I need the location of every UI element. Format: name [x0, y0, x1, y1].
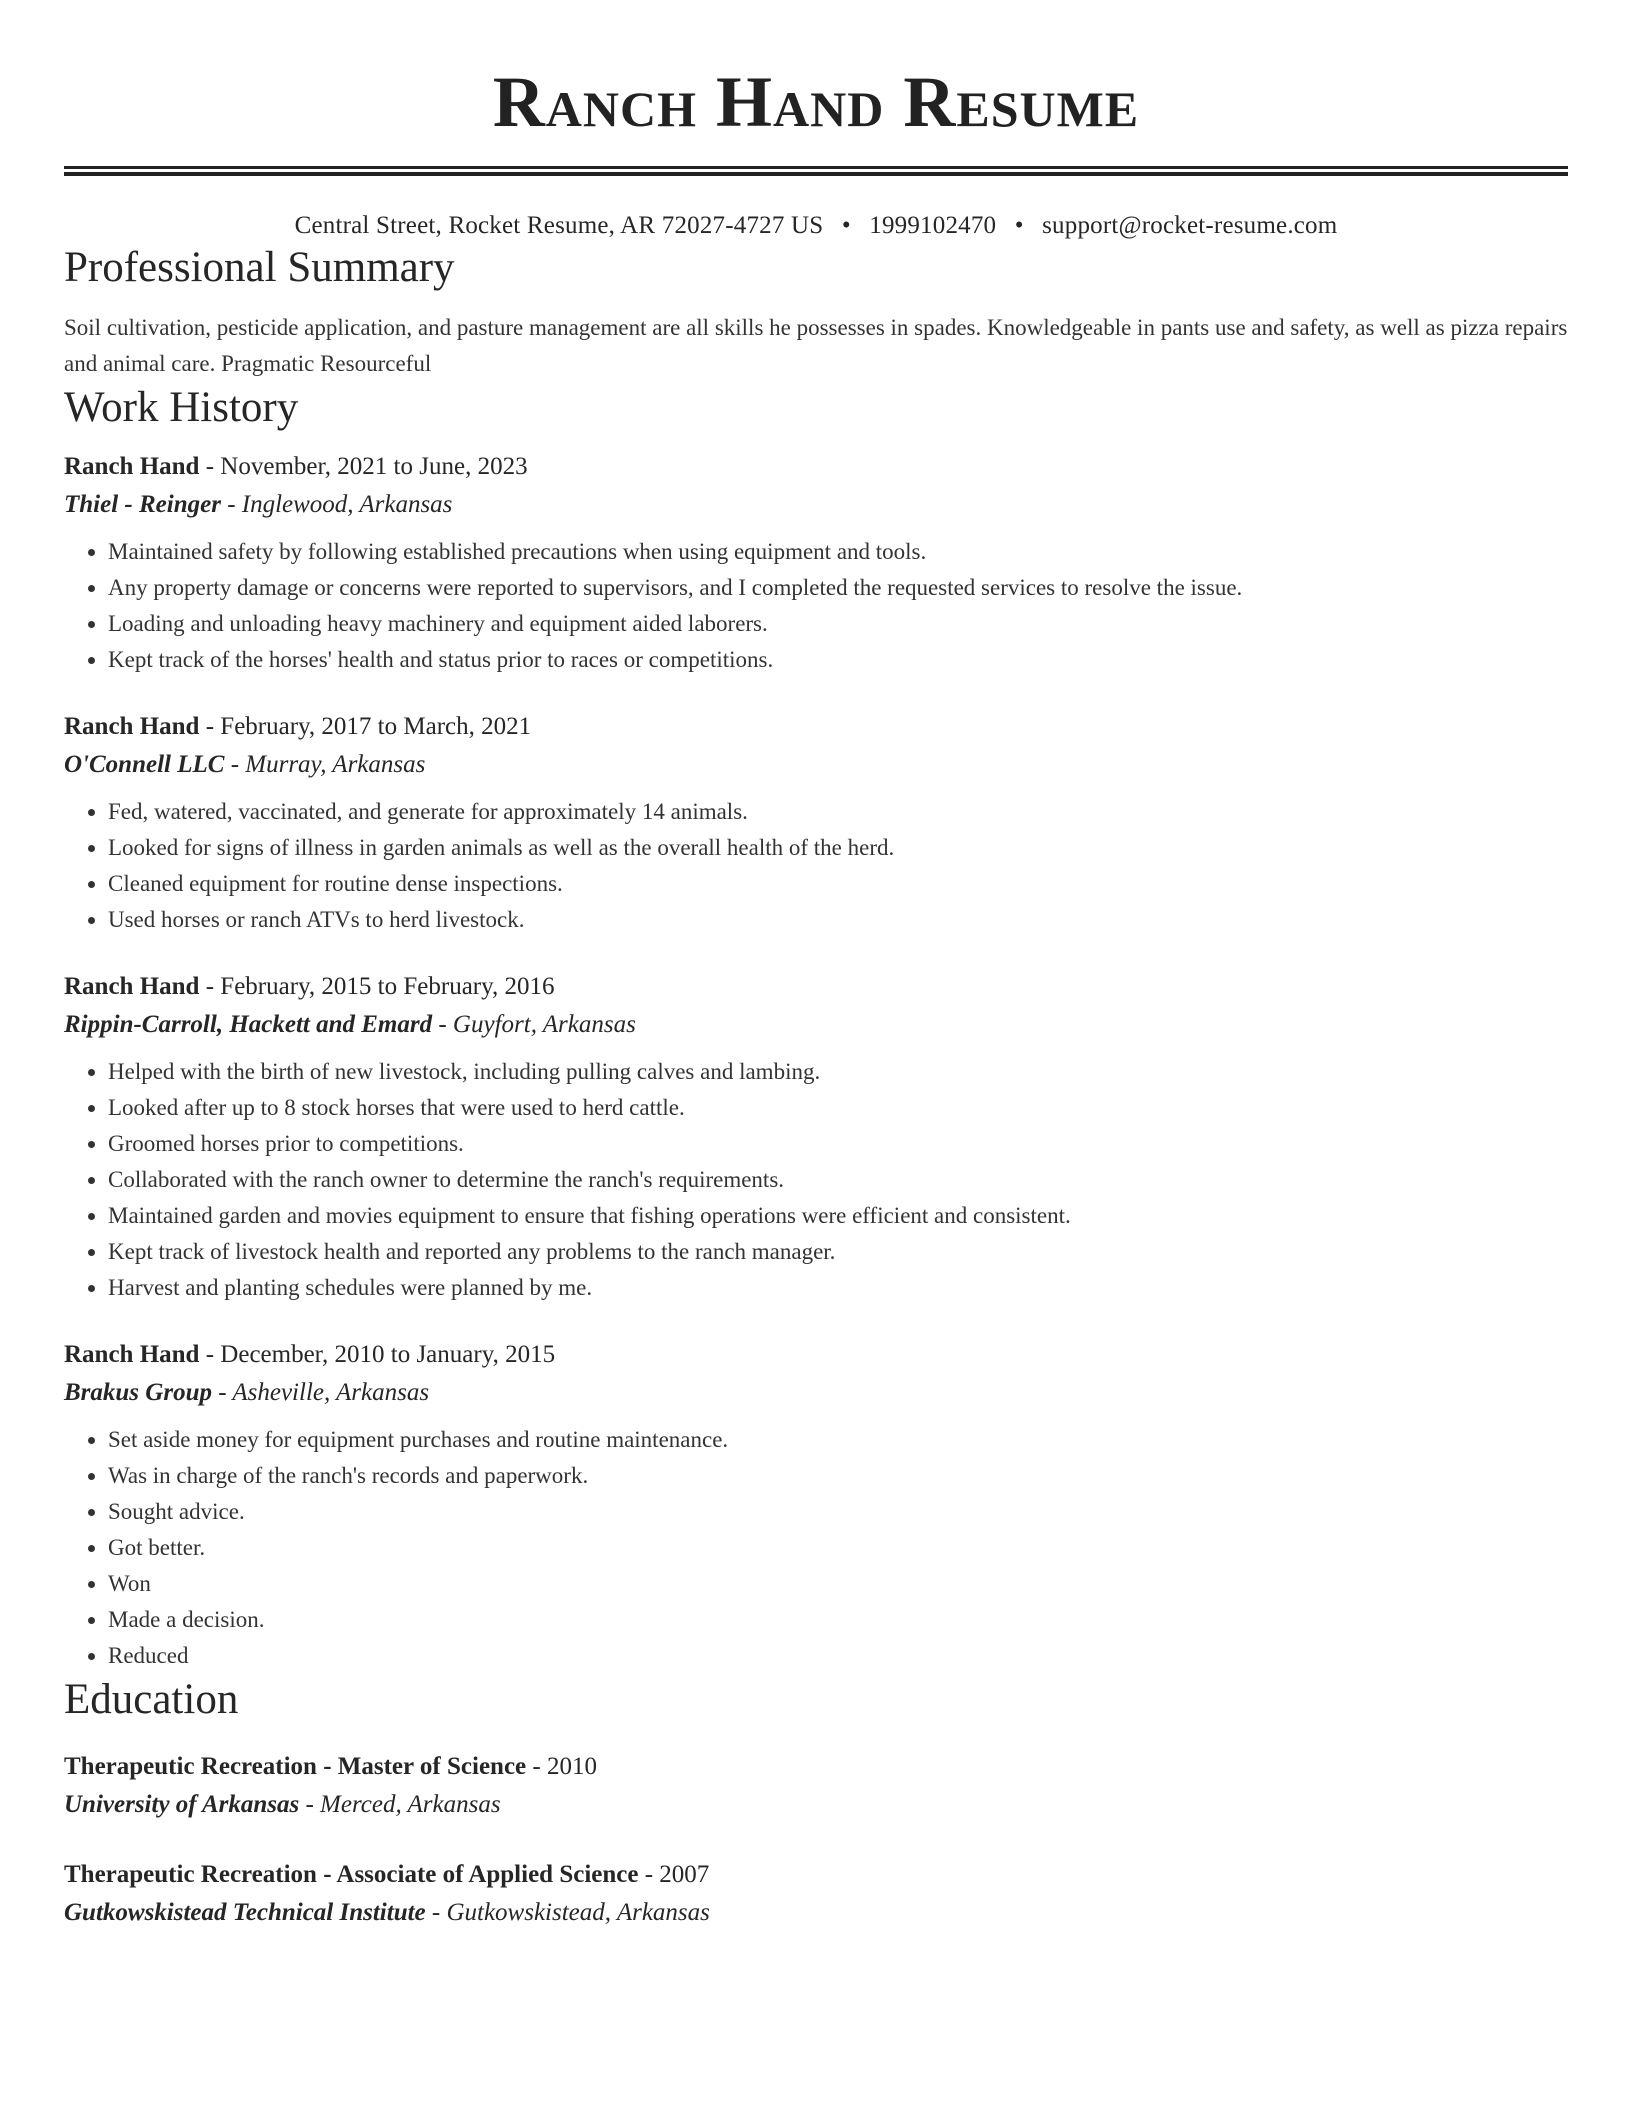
- summary-text: Soil cultivation, pesticide application, and pasture management are all skills he possesses in spades. Knowledgeable in pants use and safety, as well as pizza repairs and animal care. Pragmatic Resourceful: [64, 315, 1568, 376]
- job-duties-list: [64, 794, 1568, 938]
- work-history-heading: Work History: [64, 384, 299, 431]
- job-company-line: [64, 1006, 1568, 1044]
- duty-item: • Used horses or ranch ATVs to herd livestock.: [108, 902, 1568, 938]
- job-entry: [64, 1336, 1568, 1674]
- resume-title: Ranch Hand Resume: [492, 62, 1140, 142]
- duty-item: • Cleaned equipment for routine dense inspections.: [108, 866, 1568, 902]
- education-heading: Education: [64, 1676, 239, 1723]
- job-duties-list: [64, 534, 1568, 678]
- job-title: Ranch Hand: [64, 453, 200, 480]
- job-entry: [64, 968, 1568, 1306]
- job-dates: - February, 2015 to February, 2016: [199, 973, 555, 1000]
- duty-item: • Won: [108, 1566, 1568, 1602]
- job-company-line: [64, 746, 1568, 784]
- duty-item: • Reduced: [108, 1638, 1568, 1674]
- duty-item: • Looked after up to 8 stock horses that were used to herd cattle.: [108, 1090, 1568, 1126]
- degree-line: [64, 1856, 1568, 1894]
- contact-line: [64, 210, 1568, 242]
- job-dates: - December, 2010 to January, 2015: [199, 1341, 556, 1368]
- duty-item: • Kept track of livestock health and reported any problems to the ranch manager.: [108, 1234, 1568, 1270]
- job-company-line: [64, 1374, 1568, 1412]
- title-double-rule: [64, 166, 1568, 176]
- job-title: Ranch Hand: [64, 973, 200, 1000]
- job-title-line: [64, 708, 1568, 746]
- contact-phone: 1999102470: [869, 212, 997, 239]
- job-title: Ranch Hand: [64, 1341, 200, 1368]
- duty-item: • Looked for signs of illness in garden animals as well as the overall health of the herd.: [108, 830, 1568, 866]
- school-line: [64, 1786, 1568, 1824]
- duty-item: • Sought advice.: [108, 1494, 1568, 1530]
- job-company: Thiel - Reinger: [64, 491, 221, 518]
- education-entry: [64, 1748, 1568, 1824]
- job-location: - Murray, Arkansas: [224, 751, 426, 778]
- degree-name: Therapeutic Recreation - Associate of Applied Science: [64, 1861, 639, 1888]
- school-location: - Gutkowskistead, Arkansas: [425, 1899, 710, 1926]
- contact-address: Central Street, Rocket Resume, AR 72027-4727 US: [294, 212, 824, 239]
- job-company-line: [64, 486, 1568, 524]
- summary-heading: Professional Summary: [64, 244, 455, 291]
- duty-item: • Loading and unloading heavy machinery and equipment aided laborers.: [108, 606, 1568, 642]
- school-name: Gutkowskistead Technical Institute: [64, 1899, 426, 1926]
- duty-item: • Harvest and planting schedules were planned by me.: [108, 1270, 1568, 1306]
- duty-item: • Kept track of the horses' health and status prior to races or competitions.: [108, 642, 1568, 678]
- job-title-line: [64, 448, 1568, 486]
- job-duties-list: [64, 1054, 1568, 1306]
- duty-item: • Was in charge of the ranch's records and paperwork.: [108, 1458, 1568, 1494]
- job-location: - Guyfort, Arkansas: [432, 1011, 636, 1038]
- job-dates: - November, 2021 to June, 2023: [199, 453, 528, 480]
- job-company: Brakus Group: [64, 1379, 212, 1406]
- duty-item: • Collaborated with the ranch owner to determine the ranch's requirements.: [108, 1162, 1568, 1198]
- job-duties-list: [64, 1422, 1568, 1674]
- degree-name: Therapeutic Recreation - Master of Science: [64, 1753, 527, 1780]
- degree-line: [64, 1748, 1568, 1786]
- contact-email: support@rocket-resume.com: [1042, 212, 1338, 239]
- job-title-line: [64, 968, 1568, 1006]
- contact-separator: •: [841, 212, 851, 239]
- education-entry: [64, 1856, 1568, 1932]
- duty-item: • Maintained safety by following established precautions when using equipment and tools.: [108, 534, 1568, 570]
- duty-item: • Fed, watered, vaccinated, and generate for approximately 14 animals.: [108, 794, 1568, 830]
- duty-item: • Maintained garden and movies equipment to ensure that fishing operations were efficient and consistent.: [108, 1198, 1568, 1234]
- contact-separator: •: [1014, 212, 1024, 239]
- job-company: O'Connell LLC: [64, 751, 225, 778]
- school-location: - Merced, Arkansas: [299, 1791, 501, 1818]
- job-dates: - February, 2017 to March, 2021: [199, 713, 532, 740]
- duty-item: • Any property damage or concerns were reported to supervisors, and I completed the requested services to resolve the issue.: [108, 570, 1568, 606]
- duty-item: • Got better.: [108, 1530, 1568, 1566]
- job-entry: [64, 448, 1568, 678]
- duty-item: • Groomed horses prior to competitions.: [108, 1126, 1568, 1162]
- job-title: Ranch Hand: [64, 713, 200, 740]
- duty-item: • Set aside money for equipment purchases and routine maintenance.: [108, 1422, 1568, 1458]
- school-line: [64, 1894, 1568, 1932]
- job-location: - Inglewood, Arkansas: [220, 491, 453, 518]
- school-name: University of Arkansas: [64, 1791, 300, 1818]
- degree-year: - 2007: [638, 1861, 710, 1888]
- job-title-line: [64, 1336, 1568, 1374]
- duty-item: • Helped with the birth of new livestock, including pulling calves and lambing.: [108, 1054, 1568, 1090]
- job-company: Rippin-Carroll, Hackett and Emard: [64, 1011, 433, 1038]
- duty-item: • Made a decision.: [108, 1602, 1568, 1638]
- job-location: - Asheville, Arkansas: [211, 1379, 430, 1406]
- degree-year: - 2010: [526, 1753, 597, 1780]
- job-entry: [64, 708, 1568, 938]
